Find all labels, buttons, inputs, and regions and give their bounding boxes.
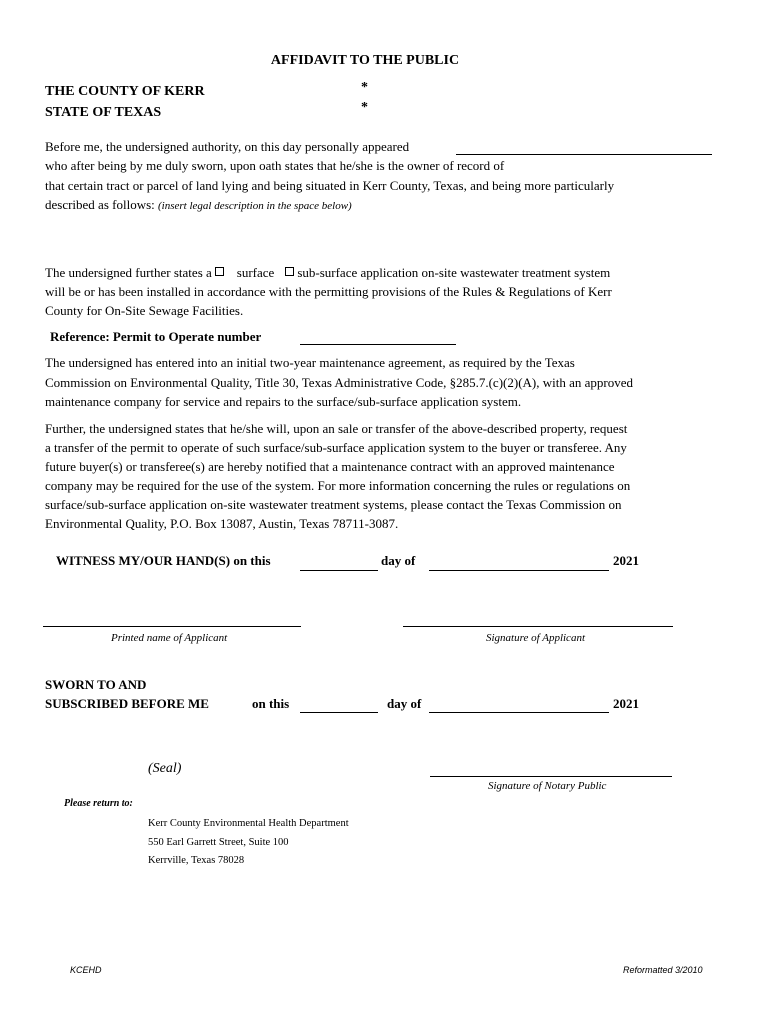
- para1-line3: that certain tract or parcel of land lying and being situated in Kerr County, Texas, and being more particularly: [45, 178, 615, 193]
- sworn-year: 2021: [613, 696, 639, 711]
- para4-line5: surface/sub-surface application on-site wastewater treatment systems, please contact the Texas Commission on: [45, 497, 622, 512]
- para4-line3: future buyer(s) or transferee(s) are hereby notified that a maintenance contract with an approved maintenance: [45, 459, 615, 474]
- printed-name-caption: Printed name of Applicant: [111, 632, 228, 644]
- para2-line3: County for On-Site Sewage Facilities.: [45, 303, 244, 318]
- address-line-2: 550 Earl Garrett Street, Suite 100: [148, 837, 289, 848]
- subsurface-checkbox[interactable]: [285, 267, 294, 276]
- address-line-3: Kerrville, Texas 78028: [148, 855, 245, 866]
- legal-description-hint: (insert legal description in the space below): [158, 200, 352, 212]
- para4-line4: company may be required for the use of the system. For more information concerning the rules or regulations on: [45, 478, 631, 493]
- asterisk-2: *: [361, 100, 368, 115]
- applicant-signature-caption: Signature of Applicant: [486, 632, 585, 644]
- surface-checkbox[interactable]: [215, 267, 224, 276]
- on-this-label: on this: [252, 696, 290, 711]
- para4-line6: Environmental Quality, P.O. Box 13087, Austin, Texas 78711-3087.: [45, 516, 399, 531]
- para3-line2: Commission on Environmental Quality, Title 30, Texas Administrative Code, §285.7.(c)(2)(A), with an approved: [45, 375, 633, 390]
- please-return-label: Please return to:: [64, 798, 133, 809]
- printed-name-line[interactable]: [43, 626, 301, 627]
- sworn-label-2: SUBSCRIBED BEFORE ME: [45, 696, 209, 711]
- subsurface-label: sub-surface application on-site wastewater treatment system: [297, 265, 611, 280]
- sworn-label-1: SWORN TO AND: [45, 677, 147, 692]
- footer-reformatted: Reformatted 3/2010: [623, 965, 703, 975]
- footer-code: KCEHD: [70, 965, 102, 975]
- county-label: THE COUNTY OF KERR: [45, 84, 205, 99]
- para4-line2: a transfer of the permit to operate of such surface/sub-surface application system to the buyer or transferee. Any: [45, 440, 627, 455]
- sworn-day-line[interactable]: [300, 712, 378, 713]
- further-states-label: The undersigned further states a: [45, 265, 212, 280]
- reference-label: Reference: Permit to Operate number: [50, 329, 262, 344]
- state-label: STATE OF TEXAS: [45, 105, 162, 120]
- applicant-signature-line[interactable]: [403, 626, 673, 627]
- permit-number-line[interactable]: [300, 344, 456, 345]
- para4-line1: Further, the undersigned states that he/she will, upon an sale or transfer of the above-described property, request: [45, 421, 628, 436]
- surface-label: surface: [236, 265, 275, 280]
- para3-line1: The undersigned has entered into an initial two-year maintenance agreement, as required by the Texas: [45, 355, 575, 370]
- described-as-label: described as follows:: [45, 197, 159, 212]
- para3-line3: maintenance company for service and repairs to the surface/sub-surface application system.: [45, 394, 522, 409]
- witness-month-line[interactable]: [429, 570, 609, 571]
- para1-line1: Before me, the undersigned authority, on this day personally appeared: [45, 139, 410, 154]
- witness-day-line[interactable]: [300, 570, 378, 571]
- asterisk-1: *: [361, 80, 368, 95]
- appeared-name-line[interactable]: [456, 154, 712, 155]
- para2-line2: will be or has been installed in accordance with the permitting provisions of the Rules & Regulations of Kerr: [45, 284, 612, 299]
- sworn-month-line[interactable]: [429, 712, 609, 713]
- witness-day-of-label: day of: [381, 553, 416, 568]
- para1-line2: who after being by me duly sworn, upon oath states that he/she is the owner of record of: [45, 158, 505, 173]
- para2-line1: [45, 263, 610, 282]
- para1-line4: [45, 195, 352, 216]
- witness-year: 2021: [613, 553, 639, 568]
- notary-signature-caption: Signature of Notary Public: [488, 780, 607, 792]
- document-title: AFFIDAVIT TO THE PUBLIC: [270, 53, 460, 68]
- seal-label: (Seal): [148, 761, 182, 776]
- notary-signature-line[interactable]: [430, 776, 672, 777]
- address-line-1: Kerr County Environmental Health Department: [148, 818, 349, 829]
- sworn-day-of-label: day of: [387, 696, 422, 711]
- witness-label: WITNESS MY/OUR HAND(S) on this: [56, 553, 271, 568]
